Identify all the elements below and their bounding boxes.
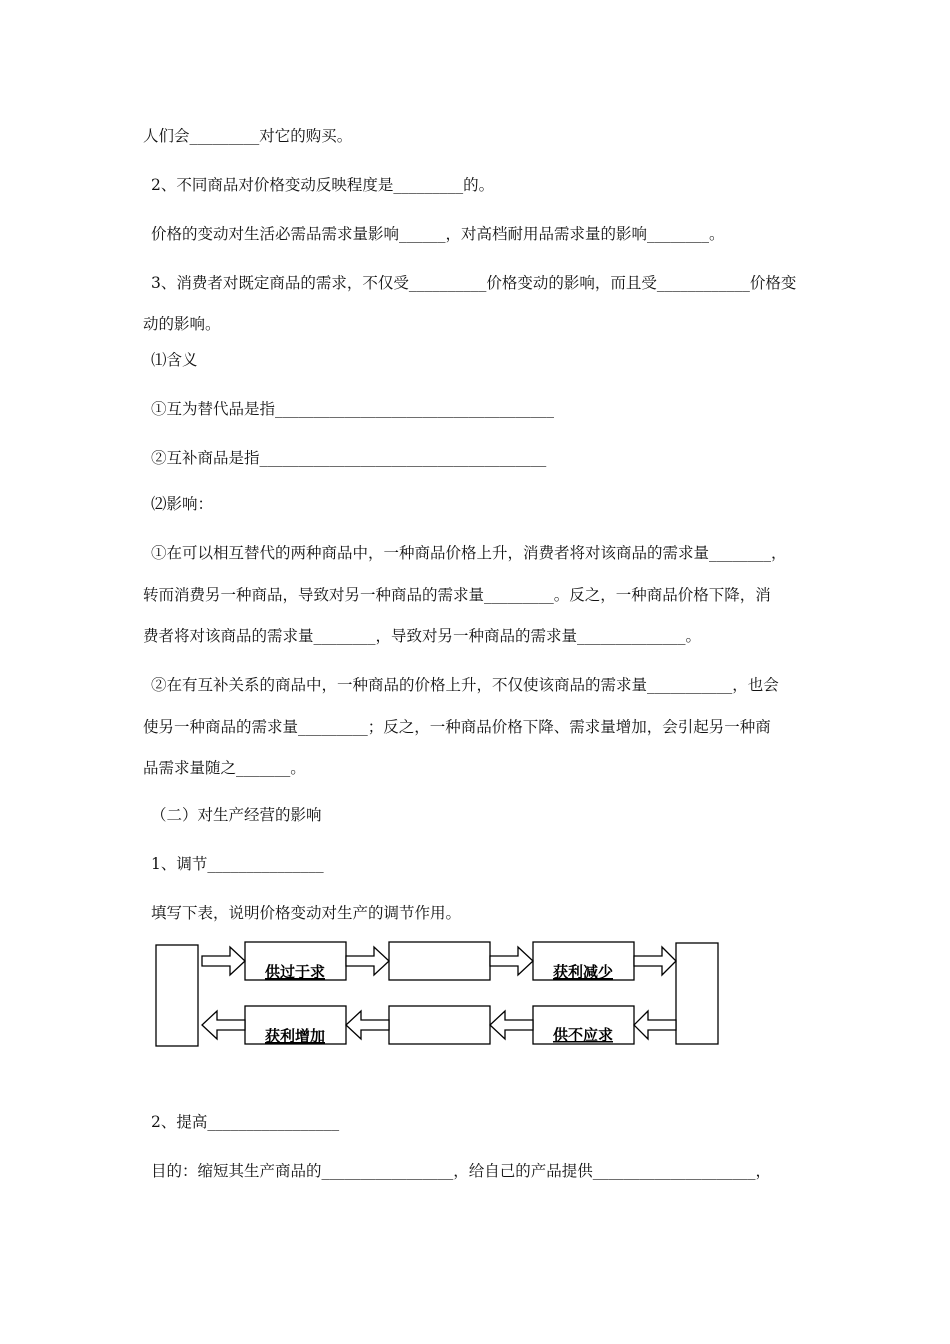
section-heading: （二）对生产经营的影响 <box>151 806 322 824</box>
label-profit-increases: 获利增加 <box>264 1027 326 1045</box>
arrow-left-icon <box>634 1011 676 1039</box>
text-line: 转而消费另一种商品，导致对另一种商品的需求量_________。反之，一种商品价格下降，消 <box>143 586 771 604</box>
text-line: 品需求量随之_______。 <box>143 759 306 777</box>
text-line: 费者将对该商品的需求量________，导致对另一种商品的需求量______________。 <box>143 627 702 645</box>
box-bottom-middle <box>389 1006 490 1044</box>
arrow-right-icon <box>346 947 389 975</box>
text-line: ②在有互补关系的商品中，一种商品的价格上升，不仅使该商品的需求量___________，也会 <box>151 676 779 694</box>
text-line: 填写下表，说明价格变动对生产的调节作用。 <box>151 904 462 922</box>
text-line: ①互为替代品是指____________________________________ <box>151 400 555 418</box>
text-line: 2、提高_________________ <box>151 1113 340 1131</box>
text-line: 目的：缩短其生产商品的_________________，给自己的产品提供_____________________， <box>151 1162 772 1180</box>
text-line: 动的影响。 <box>143 315 221 333</box>
left-blank-box <box>156 945 198 1046</box>
text-line: 价格的变动对生活必需品需求量影响______，对高档耐用品需求量的影响________。 <box>151 225 725 243</box>
arrow-left-icon <box>346 1011 389 1039</box>
label-supply-short: 供不应求 <box>552 1026 614 1044</box>
arrow-left-icon <box>490 1011 533 1039</box>
text-line: 3、消费者对既定商品的需求，不仅受__________价格变动的影响，而且受____________价格变 <box>151 274 797 292</box>
label-profit-decreases: 获利减少 <box>552 963 614 981</box>
label-supply-exceeds-demand: 供过于求 <box>264 963 326 981</box>
arrow-right-icon <box>634 947 676 975</box>
text-line: 人们会_________对它的购买。 <box>143 127 353 145</box>
text-line: 使另一种商品的需求量_________；反之，一种商品价格下降、需求量增加，会引起另一种商 <box>143 718 771 736</box>
text-line: ⑵影响： <box>151 495 214 513</box>
arrow-left-icon <box>202 1011 245 1039</box>
text-line: ②互补商品是指_____________________________________ <box>151 449 547 467</box>
box-top-middle <box>389 942 490 980</box>
arrow-right-icon <box>490 947 533 975</box>
text-line: 2、不同商品对价格变动反映程度是_________的。 <box>151 176 495 194</box>
text-line: ⑴含义 <box>151 351 198 369</box>
arrow-right-icon <box>202 947 245 975</box>
text-line: ①在可以相互替代的两种商品中，一种商品价格上升，消费者将对该商品的需求量________， <box>151 544 787 562</box>
text-line: 1、调节_______________ <box>151 855 324 873</box>
right-blank-box <box>676 943 718 1044</box>
